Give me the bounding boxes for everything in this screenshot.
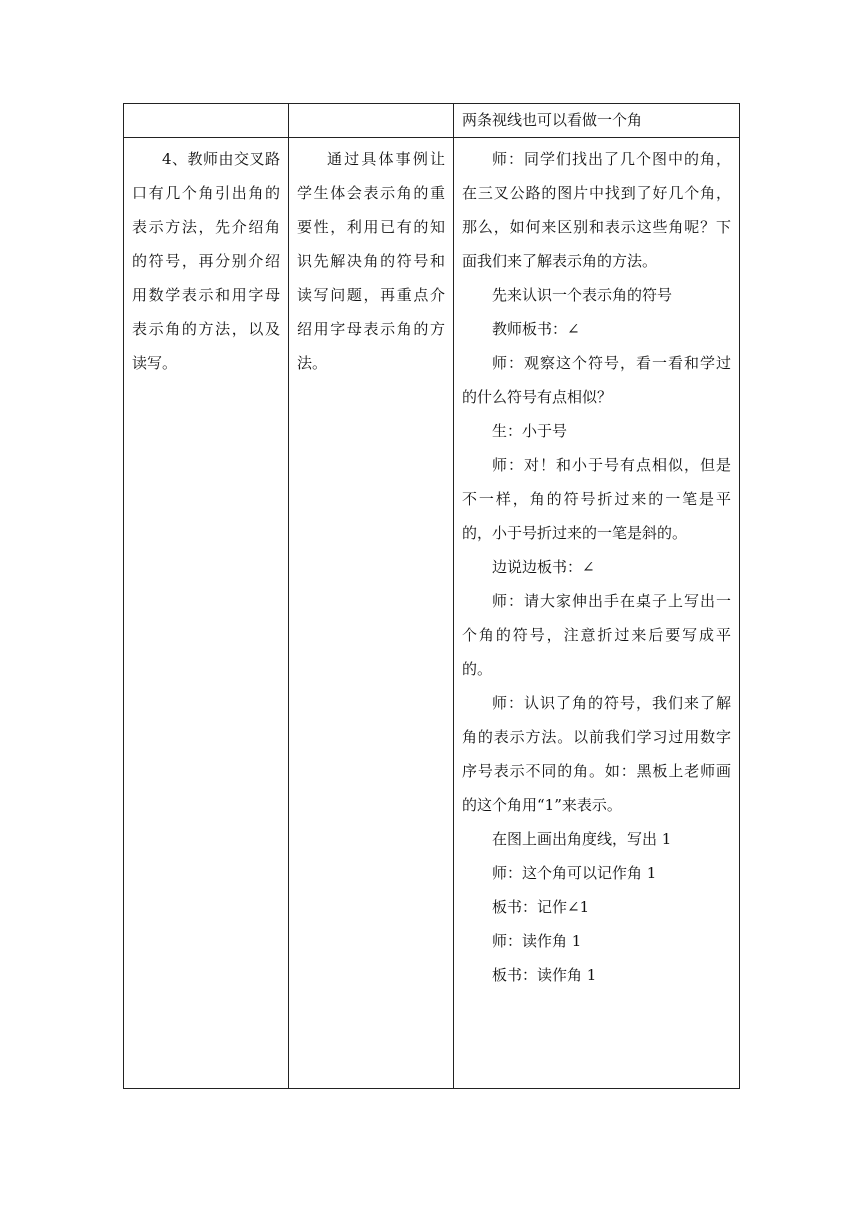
design-intent-cell — [289, 138, 454, 1089]
dialogue-cell — [454, 138, 740, 1089]
dialogue-paragraph: 板书：读作角 1 — [492, 966, 597, 984]
table-cell-empty-2 — [289, 104, 454, 138]
table-cell-continued-text: 两条视线也可以看做一个角 — [454, 104, 740, 138]
dialogue-paragraph: 师：对！和小于号有点相似，但是不一样，角的符号折过来的一笔是平的，小于号折过来的一笔是斜的。 — [462, 456, 731, 542]
table-cell-empty-1 — [124, 104, 289, 138]
design-intent-text: 通过具体事例让学生体会表示角的重要性，利用已有的知识先解决角的符号和读写问题，再重点介绍用字母表示角的方法。 — [297, 150, 445, 372]
dialogue-paragraph: 生：小于号 — [492, 422, 568, 440]
dialogue-paragraph: 师：这个角可以记作角 1 — [492, 864, 657, 882]
dialogue-paragraph: 师：认识了角的符号，我们来了解角的表示方法。以前我们学习过用数字序号表示不同的角。如：黑板上老师画的这个角用“1”来表示。 — [462, 694, 731, 814]
dialogue-paragraph: 师：同学们找出了几个图中的角，在三叉公路的图片中找到了好几个角，那么，如何来区别和表示这些角呢？下面我们来了解表示角的方法。 — [462, 150, 731, 270]
dialogue-paragraph: 在图上画出角度线，写出 1 — [492, 830, 672, 848]
dialogue-paragraph: 师：请大家伸出手在桌子上写出一个角的符号，注意折过来后要写成平的。 — [462, 592, 731, 678]
table-row — [124, 104, 740, 138]
lesson-plan-table — [123, 103, 740, 1089]
dialogue-paragraph: 先来认识一个表示角的符号 — [492, 286, 673, 304]
dialogue-paragraph: 边说边板书：∠ — [492, 558, 595, 576]
teacher-activity-cell — [124, 138, 289, 1089]
dialogue-paragraph: 板书：记作∠1 — [492, 898, 590, 916]
dialogue-paragraph: 教师板书：∠ — [492, 320, 580, 338]
table-row — [124, 138, 740, 1089]
dialogue-paragraph: 师：读作角 1 — [492, 932, 582, 950]
dialogue-paragraph: 师：观察这个符号，看一看和学过的什么符号有点相似？ — [462, 354, 731, 406]
teacher-activity-text: 4、教师由交叉路口有几个角引出角的表示方法，先介绍角的符号，再分别介绍用数学表示和用字母表示角的方法，以及读写。 — [132, 150, 280, 372]
